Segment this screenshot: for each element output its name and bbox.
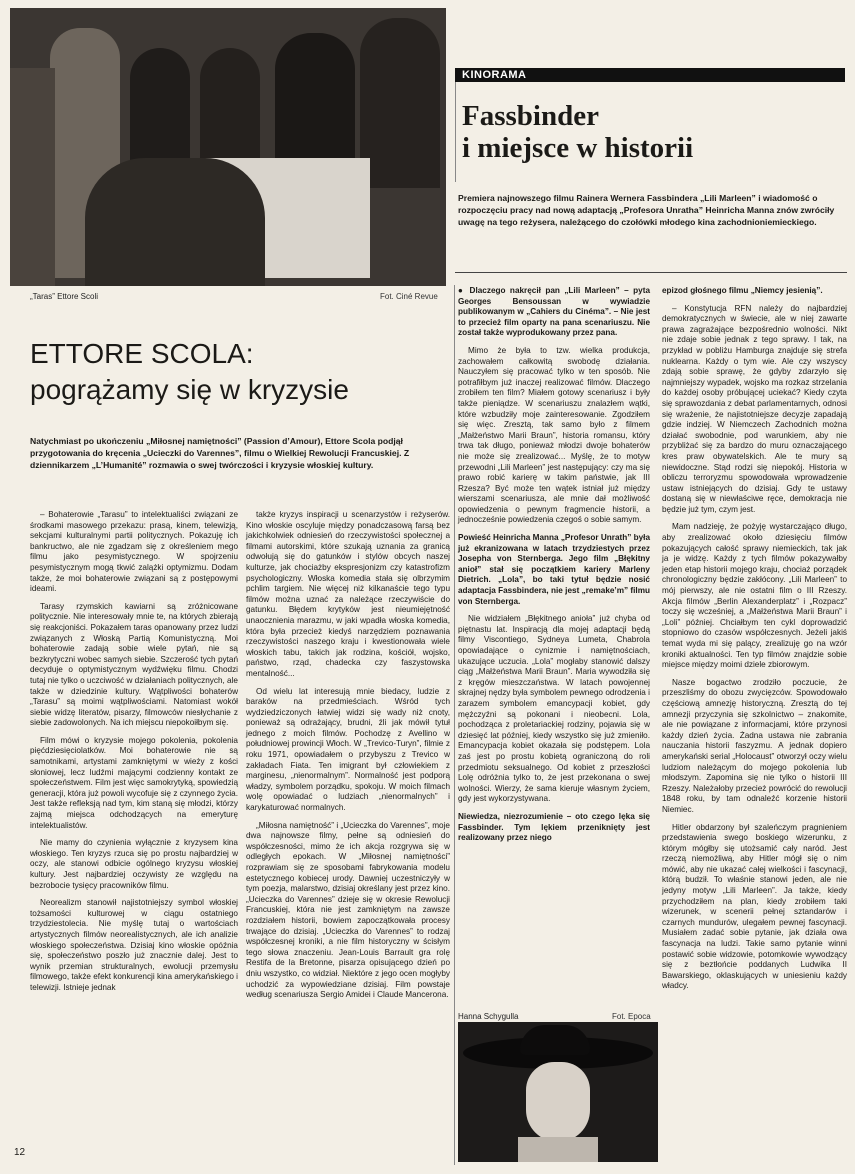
paragraph: – Konstytucja RFN należy do najbardziej demokratycznych w świecie, ale w niej zawarte prawa zagrażające bezpośrednio wolności. Nikt nie zdaje sobie jednak z tego sprawy. I tak, na przykład w pobliżu Hamburga znajduje się strefa nuklearna. Każdy o tym wie. Ale czy wszyscy zdają sobie sprawę, że gdyby zdarzyło się najmniejszy wypadek, wojsko ma rozkaz strzelania do każdej osoby próbującej uciekać? Kiedy czyta się sprawozdania z debat parlamentarnych, odnosi się wrażenie, że najistotniejsze decyzje zapadają gdzie indziej. W Niemczech Zachodnich można działać swobodnie, pod warunkiem, aby nie przybliżać się za bardzo do muru oznaczającego kres praw obywatelskich. Ale te mury są niewidoczne. Stąd rodzi się niepokój. Historia w obliczu terroryzmu spowodowała wprowadzenie ustaw istniejących do dzisiaj. Gdy te ustawy dostaną się w niewłaściwe ręce, demokracja nie będzie już tym, czym jest. — [662, 303, 847, 514]
paragraph: Mam nadzieję, że pożyję wystarczająco długo, aby zrealizować około dziesięciu filmów pokazujących całość sprawy niemieckich, tak jak ja je widzę. Każdy z tych filmów pokazywałby jeden etap historii mojego kraju, chociaż porządek chronologiczny będzie zakłócony. „Lili Marleen” to mój pierwszy, ale nie ostatni film o III Rzeszy. Akcja filmów „Berlin Alexanderplatz” i „Rozpacz” toczy się wcześniej, a „Małżeństwa Marii Braun” i „Loli” później. Chciałbym ten cykl doprowadzić stopniowo do czasów współczesnych. Jeżeli jakiś temat wyda mi się palący, zrealizuję go na wzór kroniki aktualności. Ten typ filmów znajdzie sobie miejsce między moimi dziele zbiorowym. — [662, 522, 847, 670]
divider — [454, 285, 455, 1165]
paragraph: Hitler obdarzony był szaleńczym pragnieniem przedstawienia swego boskiego wizerunku, z którym mógłby się utożsamić cały naród. Jest rzeczą niemożliwą, aby Hitler mógł się o nim mówić, aby nie ukazać całej wielkości i fascynacji, którą budził. To właśnie stanowi jeden, ale nie jedyny motyw „Lili Marleen”. Ja także, kiedy przychodziłem na plan, kiedy zrobiłem taki wizerunek, w scenerii pełnej sztandarów i czarnych mundurów, ulegałem pewnej fascynacji. Musiałem zadać sobie pytanie, jak działa owa fascynacja na ludzi. Takie samo pytanie winni postawić sobie widzowie, potomkowie wywodzący się z beztłońcie poddanych Ludwika II Bawarskiego, oklaskujących w uniesieniu każdy władcy. — [662, 822, 847, 991]
paragraph: Niewiedza, niezrozumienie – oto czego lęka się Fassbinder. Tym lękiem przeniknięty jest realizowany przez niego — [458, 811, 650, 843]
paragraph: Nasze bogactwo zrodziło poczucie, że przeszliśmy do obozu zwycięzców. Spowodowało częściową amnezję historyczną. Zresztą do tej amnezji przyczynia się szkolnictwo – znakomite, ale nie powiązane z informacjami, które przynosi każdy dzień życia. Żadna ustawa nie zabrania nauczania historii faszyzmu. A jednak dopiero amerykański serial „Holocaust” otworzył oczy wielu ludziom należącym do mojego pokolenia lub młodszym. Zapomina się nie tylko o historii III Rzeszy. Należałoby przecież powrócić do rewolucji 1848 roku, by tam odnaleźć korzenie historii Niemiec. — [662, 677, 847, 814]
photo-credit: Fot. Epoca — [612, 1012, 651, 1021]
paragraph: Od wielu lat interesują mnie biedacy, ludzie z baraków na przedmieściach. Wśród tych wydziedziczonych łatwiej widzi się wady niż cnoty, ponieważ są odrażający, brudni, źli jak mówił tytuł jednego z moich filmów. Pochodzę z Avellino w południowej prowincji Włoch. W „Trevico-Turyn”, filmie z roku 1971, opowiadałem o przybyszu z Trevico w zakładach Fiata. Ten imigrant był człowiekiem z marginesu, „nienormalnym”. Normalność jest podporą władzy, symbolem porządku, spokoju. W moich filmach wolę opowiadać o ludziach „nienormalnych” i karykaturować normalnych. — [246, 686, 450, 813]
fassbinder-title-line1: Fassbinder — [462, 100, 599, 132]
fassbinder-column-2 — [662, 286, 847, 999]
photo-caption: Hanna Schygulla — [458, 1012, 519, 1021]
fassbinder-title-line2: i miejsce w historii — [462, 132, 694, 164]
scola-column-2 — [246, 510, 450, 1008]
scola-title — [30, 336, 450, 408]
photo-credit: Fot. Ciné Revue — [380, 292, 438, 301]
scola-column-1 — [30, 510, 238, 1001]
photo-hanna-schygulla — [458, 1022, 658, 1162]
paragraph: epizod głośnego filmu „Niemcy jesienią”. — [662, 286, 823, 295]
scola-title-line2: pogrążamy się w kryzysie — [30, 374, 349, 405]
paragraph: Nie mamy do czynienia wyłącznie z kryzysem kina włoskiego. Ten kryzys rzuca się po prostu najbardziej w oczy, ale stanowi odbicie ogólnego kryzysu włoskiej kultury. Jest najbardziej oczywisty ze względu na bezrobocie tysięcy pracowników filmu. — [30, 838, 238, 890]
paragraph: Powieść Heinricha Manna „Profesor Unrath” była już ekranizowana w latach trzydziestych przez Josepha von Sternberga. Jego film „Błękitny anioł” stał się początkiem kariery Marleny Dietrich. „Lola”, bo taki tytuł będzie nosić adaptacja Fassbindera, nie jest „remake’m” filmu von Sternberga. — [458, 533, 651, 606]
paragraph: Film mówi o kryzysie mojego pokolenia, pokolenia pięćdziesięciolatków. Moi bohaterowie nie są samotnikami, artystami zamkniętymi w wieży z kości słoniowej, lecz ludźmi mającymi codzienny kontakt ze społeczeństwem. Film jest więc samokrytyką, spowiedzią generacji, która już powoli wycofuje się z czynnego życia. Jest także refleksją nad tym, kim staną się młodzi, którzy zajmą miejsca odchodzących na emeryturę intelektualistów. — [30, 735, 238, 830]
paragraph: „Miłosna namiętność” i „Ucieczka do Varennes”, moje dwa najnowsze filmy, pełne są odniesień do współczesności, mimo że ich akcja rozgrywa się w odległych epokach. W „Miłosnej namiętności” rozprawiam się ze sposobami fabrykowania modelu estetycznego kobiecej urody. Dawniej uczestniczyły w tym poezja, malarstwo, dzisiaj określany jest przez kino. „Ucieczka do Varennes” dzieje się w okresie Rewolucji Francuskiej, która nie jest zamkniętym na zawsze rozdziałem historii, bowiem zapoczątkowała procesy trwające do dzisiaj. „Ucieczka do Varennes” to rodzaj współczesnej kroniki, a nie film historyczny w ścisłym tego słowa znaczeniu. Jean-Louis Barrault gra rolę Restifa de la Bretonne, pisarza opisującego dzień po dniu wszystko, co widział. Niektóre z jego ocen mogłyby uchodzić za wypowiedziane dzisiaj. Film powstaje według scenariusza Sergio Amidei i Claude Mancerona. — [246, 820, 450, 1000]
paragraph: także kryzys inspiracji u scenarzystów i reżyserów. Kino włoskie oscyluje między ponadczasową farsą bez jakichkolwiek odniesień do rzeczywistości społecznej a filmami autorskimi, które szukają uznania za granicą odwołują się do gatunków i stylów obcych naszej kulturze, jak chociażby ekspresjonizm czy katastrofizm psychologiczny. Włoska komedia stała się olbrzymim pchlim targiem. Nie więcej niż kilkanaście tego typu filmów można uznać za należące rzeczywiście do gatunku. Błędem krytyków jest nieumiejętność unaocznienia marazmu, w jaki wpadła włoska komedia, która była przecież kiedyś narzędziem poznawania rzeczywistości naszego kraju i kwestionowała wiele włoskich tabu, takich jak rodzina, kościół, wojsko, państwo, rząd, chadecka czy faszystowska mentalność... — [246, 510, 450, 678]
paragraph: Nie widziałem „Błękitnego anioła” już chyba od piętnastu lat. Inspiracją dla mojej adaptacji będą filmy Viscontiego, Sydneya Lumeta, Chabrola opowiadające o cynizmie i namiętnościach, ukazujące uczucia. „Lola” mogłaby stanowić dalszy ciąg „Małżeństwa Marii Braun”. Maria wywodziła się z kręgów mieszczaństwa. W latach powojennej skrajnej nędzy była symbolem pewnego odrodzenia i zarazem symbolem emancypacji kobiet, gdy mężczyźni są pokonani i nieobecni. Lola, pochodząca z proletariackiej rodziny, pojawia się w dziesięć lat później, kiedy wszystko się już zmieniło. Emancypacja kobiet okazała się podstępem. Lola zaś jest po prostu kobietą ograniczoną do roli przedmiotu seksualnego. Od kobiet z przeszłości Lolę odróżnia tylko to, że jest przekonana o swej wolności. Wierzy, że sama kieruje własnym życiem, gdy jest wykorzystywana. — [458, 614, 650, 804]
question: ● Dlaczego nakręcił pan „Lili Marleen” – pyta Georges Bensoussan w wywiadzie publikowanym w „Cahiers du Cinéma”. – Nie jest to przecież film oparty na pana scenariuszu. Nie został także wyprodukowany przez pana. — [458, 286, 650, 338]
divider — [455, 82, 456, 182]
paragraph: Neorealizm stanowił najistotniejszy symbol włoskiej tożsamości kulturowej w ciągu ostatniego trzydziestolecia. Nie myślę tutaj o wartościach artystycznych filmów neorealistycznych, ale ich analizie włoskiego społeczeństwa. Dzisiaj kino włoskie opóźnia się, społeczeństwo poszło już znacznie dalej. Jest to wynik przemian strukturalnych, ewolucji przemysłu filmowego, także efekt konkurencji kina amerykańskiego i telewizji. Istnieje jednak — [30, 898, 238, 992]
paragraph: Mimo że była to tzw. wielka produkcja, zachowałem całkowitą swobodę działania. Nauczyłem się pracować tylko w ten sposób. Nie potrafiłbym już inaczej realizować filmów. Dlaczego zrobiłem ten film? Miałem gotowy scenariusz i były także pieniądze. W scenariuszu znalazłem wątki, które wzbudziły moje zainteresowanie. Zgodziłem się więc. Zresztą, tak samo było z filmem „Małżeństwo Marii Braun”, historia romansu, który trwa tak długo, ponieważ młodzi dwoje bohaterów nie może się zrealizować... Myślę, że to motyw przewodni „Lili Marleen” jest następujący: czy ma się prawo robić karierę w takim państwie, jak III Rzesza? Być może ten wątek istniał już między wierszami scenariusza, ale mnie dał możliwość opowiedzenia o pewnym fragmencie historii, a jednocześnie powiedzenia czegoś o sobie samym. — [458, 345, 650, 525]
paragraph: Tarasy rzymskich kawiarni są zróżnicowane politycznie. Nie interesowały mnie te, na których zbierają się reakcjoniści. Pokazałem taras opanowany przez ludzi związanych z Włoską Partią Komunistyczną. Moi bohaterowie zadają sobie wiele pytań, nie są bezkrytyczni wobec samych siebie. Szczerość tych pytań decyduje o optymistycznym wydźwięku filmu. Chodzi tutaj nie tylko o uczciwość w działaniach politycznych, ale także w dziedzinie kultury. Wątpliwości bohaterów „Tarasu” są moimi wątpliwościami. Natomiast wokół siebie widzę literatów, pisarzy, filmowców niesłychanie z siebie zadowolonych. Na ich miejscu niepokoiłbym się. — [30, 601, 238, 728]
section-label: KINORAMA — [462, 69, 527, 81]
scola-title-line1: ETTORE SCOLA: — [30, 338, 254, 369]
scola-intro: Natychmiast po ukończeniu „Miłosnej namiętności” (Passion d’Amour), Ettore Scola podjął przygotowania do kręcenia „Ucieczki do Varennes”, filmu o Wielkiej Rewolucji Francuskiej. Z dziennikarzem „L’Humanité” rozmawia o swej twórczości i kryzysie włoskiej kultury. — [30, 436, 410, 470]
photo-caption: „Taras” Ettore Scoli — [30, 292, 99, 301]
photo-taras-scene — [10, 8, 446, 286]
fassbinder-column-1 — [458, 286, 650, 851]
page-number: 12 — [14, 1147, 26, 1158]
divider — [455, 272, 847, 273]
paragraph: – Bohaterowie „Tarasu” to intelektualiści związani ze środkami masowego przekazu: prasą, kinem, telewizją, sekcjami kulturalnymi partii politycznych. Pokazuję ich bankructwo, ale nie zgadzam się z określeniem mego filmu jako pesymistycznego. W spojrzeniu pesymistycznym mogą tkwić zalążki optymizmu. Dodam także, że moi bohaterowie związani są z postępowymi ideami. — [30, 510, 238, 594]
fassbinder-intro: Premiera najnowszego filmu Rainera Wernera Fassbindera „Lili Marleen” i wiadomość o rozpoczęciu pracy nad nową adaptacją „Profesora Unratha” Heinricha Manna znów zwróciły uwagę na tego reżysera, należącego do czołówki młodego kina zachodnioniemieckiego. — [458, 193, 835, 227]
fassbinder-title — [462, 100, 842, 164]
